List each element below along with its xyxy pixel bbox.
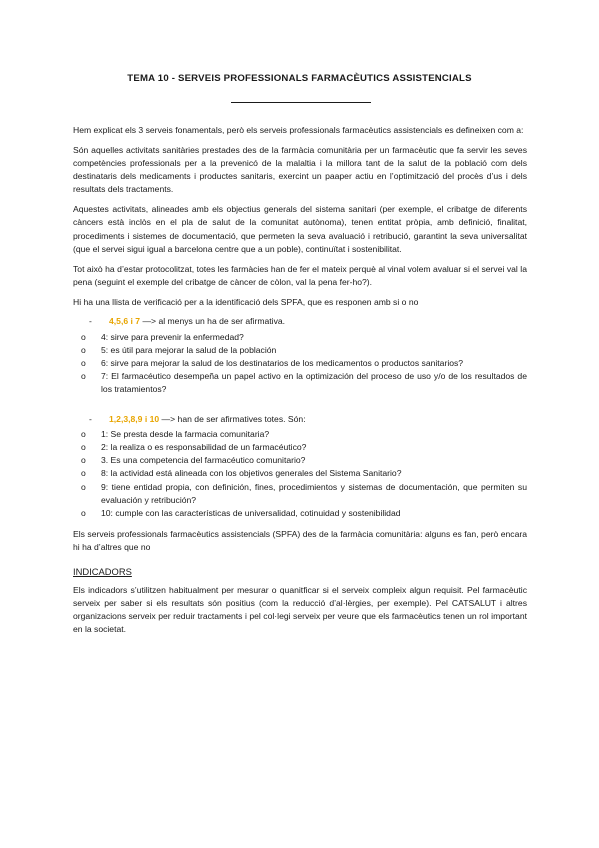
paragraph-protocol: Tot això ha d’estar protocolitzat, totes les farmàcies han de fer el mateix perquè al vinal volem avaluar si el servei val la pena (seguint el exemple del cribatge de càncer de còlon, val la pena fer-ho?). — [73, 263, 527, 287]
list-item — [65, 441, 527, 454]
list-item-text: 8: la actividad está alineada con los objetivos generales del Sistema Sanitario? — [101, 468, 402, 479]
list-item-text: 9: tiene entidad propia, con definición, fines, procedimientos y sistemas de documentación, que permiten su evaluación y retribución? — [101, 481, 527, 505]
list-item-text: 1: Se presta desde la farmacia comunitaria? — [101, 428, 270, 439]
list-item-text: 7: El farmacéutico desempeña un papel activo en la optimización del proceso de uso y/o de los resultados de los tratamientos? — [101, 371, 527, 395]
circle-bullet: o — [81, 508, 86, 519]
list-item — [65, 454, 527, 467]
paragraph-spfa-status: Els serveis professionals farmacèutics assistencials (SPFA) des de la farmàcia comunitària: alguns es fan, però encara hi ha d’altres que no — [73, 529, 527, 553]
list-item-text: 10: cumple con las características de universalidad, cotinuidad y sostenibilidad — [101, 508, 401, 519]
checklist-group-1-header — [73, 315, 527, 328]
spacer — [73, 520, 527, 528]
list-item — [65, 331, 527, 344]
list-item — [65, 507, 527, 520]
list-item-text: 5: es útil para mejorar la salud de la población — [101, 344, 277, 355]
list-item — [65, 467, 527, 480]
list-item — [65, 428, 527, 441]
document-body — [73, 124, 527, 643]
circle-bullet: o — [81, 455, 86, 466]
list-item — [65, 370, 527, 396]
paragraph-checklist: Hi ha una llista de verificació per a la identificació dels SPFA, que es responen amb si o no — [73, 296, 419, 307]
group-rule-text: —> han de ser afirmatives totes. Són: — [159, 413, 306, 424]
circle-bullet: o — [81, 428, 86, 439]
checklist-group-2-header — [73, 413, 527, 426]
dash-bullet: - — [89, 316, 92, 327]
dash-bullet: - — [89, 413, 92, 424]
circle-bullet: o — [81, 468, 86, 479]
paragraph-indicadors: Els indicadors s’utilitzen habitualment per mesurar o quanitficar si el serveix compleix algun requisit. Pel farmacèutic serveix per saber si els resultats són positius (com la reducció d’al·lèrgies, per exemple). Pel CATSALUT i altres organizacions serveix per reduir tractaments i pel col·legi serveix per veure que els farmacèutics tenen un rol important en la societat. — [73, 584, 527, 635]
section-heading-indicadors: INDICADORS — [73, 565, 132, 577]
checklist-group-1 — [73, 315, 527, 396]
circle-bullet: o — [81, 481, 86, 492]
highlight-numbers: 4,5,6 i 7 — [109, 316, 141, 327]
list-item — [65, 344, 527, 357]
paragraph-intro: Hem explicat els 3 serveis fonamentals, però els serveis professionals farmacèutics assistencials es defineixen com a: — [73, 125, 524, 135]
list-item-text: 2: la realiza o es responsabilidad de un farmacéutico? — [101, 442, 307, 453]
circle-bullet: o — [81, 442, 86, 453]
title-underline — [231, 102, 371, 103]
circle-bullet: o — [81, 344, 86, 355]
paragraph-activities: Aquestes activitats, alineades amb els objectius generals del sistema sanitari (per exemple, el cribatge de diferents càncers està inclòs en el pla de salut de la comunitat autònoma), tenen entitat pròpia, amb definició, finalitat, procediments i sistemes de documentació, que permeten la seva avaluació i retribució, garantint la seva universalitat (que el servei sigui igual a barcelona centre que a un poble), continuïtat i sostenibilitat. — [73, 204, 527, 254]
list-item — [65, 481, 527, 507]
checklist-group-1-items — [73, 331, 527, 397]
list-item-text: 3. Es una competencia del farmacéutico comunitario? — [101, 455, 306, 466]
spacer — [73, 397, 527, 409]
circle-bullet: o — [81, 331, 86, 342]
checklist-group-2-items — [73, 428, 527, 520]
page-title: TEMA 10 - SERVEIS PROFESSIONALS FARMACÈUTICS ASSISTENCIALS — [127, 73, 472, 84]
circle-bullet: o — [81, 358, 86, 369]
highlight-numbers: 1,2,3,8,9 i 10 — [109, 413, 160, 424]
list-item — [65, 357, 527, 370]
group-rule-text: —> al menys un ha de ser afirmativa. — [140, 316, 286, 327]
list-item-text: 4: sirve para prevenir la enfermedad? — [101, 331, 244, 342]
circle-bullet: o — [81, 371, 86, 382]
list-item-text: 6: sirve para mejorar la salud de los destinatarios de los medicamentos o productos sanitarios? — [101, 358, 464, 369]
paragraph-definition: Són aquelles activitats sanitàries prestades des de la farmàcia comunitària per un farmacèutic que fa servir les seves competències professionals per a la prevenicó de la malaltia i la millora tant de la salut de la població com dels destinataris dels medicaments i productes sanitaris, exercint un paaper actiu en l’optimització del procès d’us i dels resultats dels tractaments. — [73, 144, 527, 195]
checklist-group-2 — [73, 413, 527, 521]
